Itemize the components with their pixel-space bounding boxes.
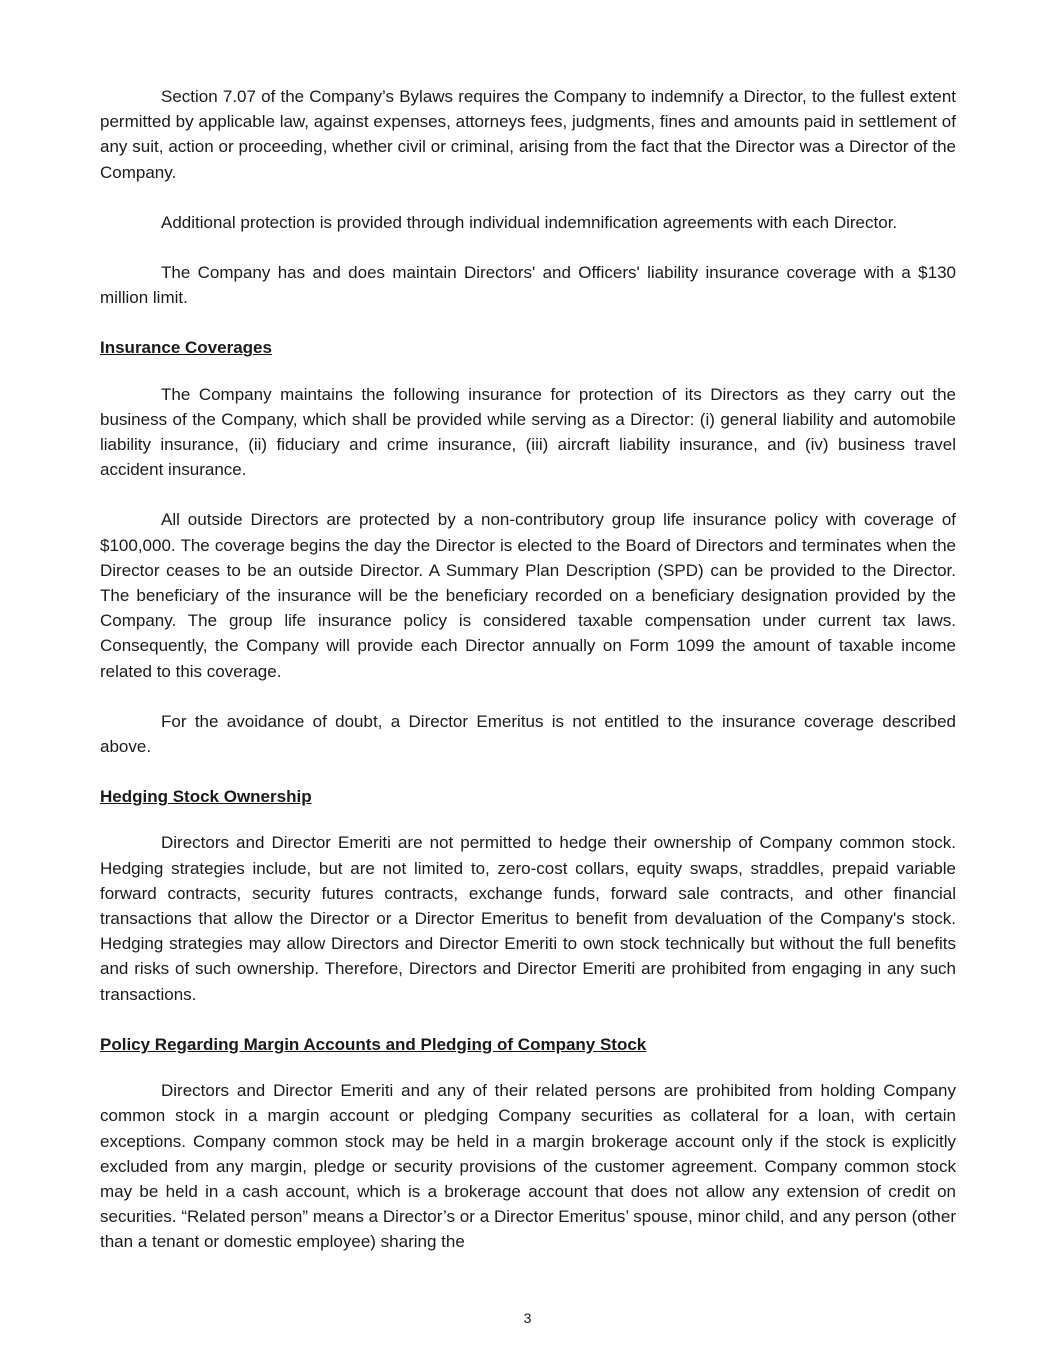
paragraph-indemnification-agreements: Additional protection is provided through individual indemnification agreements with each Director. (161, 212, 898, 232)
heading-insurance-coverages: Insurance Coverages (100, 338, 272, 358)
paragraph-bylaws-indemnification: Section 7.07 of the Company’s Bylaws requires the Company to indemnify a Director, to the fullest extent permitted by applicable law, against expenses, attorneys fees, judgments, fines and amounts paid in settlement of any suit, action or proceeding, whether civil or criminal, arising from the fact that the Director was a Director of the Company. (100, 87, 956, 182)
page-number: 3 (523, 1310, 532, 1326)
paragraph-group-life-insurance: All outside Directors are protected by a non-contributory group life insurance policy with coverage of $100,000. The coverage begins the day the Director is elected to the Board of Directors and terminates when the Director ceases to be an outside Director. A Summary Plan Description (SPD) can be provided to the Director. The beneficiary of the insurance will be the beneficiary recorded on a beneficiary designation provided by the Company. The group life insurance policy is considered taxable compensation under current tax laws. Consequently, the Company will provide each Director annually on Form 1099 the amount of taxable income related to this coverage. (100, 510, 956, 681)
heading-hedging-stock: Hedging Stock Ownership (100, 787, 312, 807)
paragraph-director-emeritus: For the avoidance of doubt, a Director Emeritus is not entitled to the insurance coverage described above. (100, 711, 956, 757)
paragraph-margin-pledging: Directors and Director Emeriti and any of their related persons are prohibited from holding Company common stock in a margin account or pledging Company securities as collateral for a loan, with certain exceptions. Company common stock may be held in a margin brokerage account only if the stock is explicitly excluded from any margin, pledge or security provisions of the customer agreement. Company common stock may be held in a cash account, which is a brokerage account that does not allow any extension of credit on securities. “Related person” means a Director’s or a Director Emeritus’ spouse, minor child, and any person (other than a tenant or domestic employee) sharing the (100, 1081, 956, 1252)
heading-margin-pledging: Policy Regarding Margin Accounts and Pledging of Company Stock (100, 1034, 647, 1054)
paragraph-do-insurance: The Company has and does maintain Directors' and Officers' liability insurance coverage with a $130 million limit. (100, 263, 956, 308)
paragraph-hedging: Directors and Director Emeriti are not permitted to hedge their ownership of Company common stock. Hedging strategies include, but are not limited to, zero-cost collars, equity swaps, straddles, prepaid variable forward contracts, security futures contracts, exchange funds, forward sale contracts, and other financial transactions that allow the Director or a Director Emeritus to benefit from devaluation of the Company's stock. Hedging strategies may allow Directors and Director Emeriti to own stock technically but without the full benefits and risks of such ownership. Therefore, Directors and Director Emeriti are prohibited from engaging in any such transactions. (100, 833, 956, 1004)
document-page (100, 84, 956, 1255)
paragraph-insurance-list: The Company maintains the following insurance for protection of its Directors as they carry out the business of the Company, which shall be provided while serving as a Director: (i) general liability and automobile liability insurance, (ii) fiduciary and crime insurance, (iii) aircraft liability insurance, and (iv) business travel accident insurance. (100, 384, 956, 480)
